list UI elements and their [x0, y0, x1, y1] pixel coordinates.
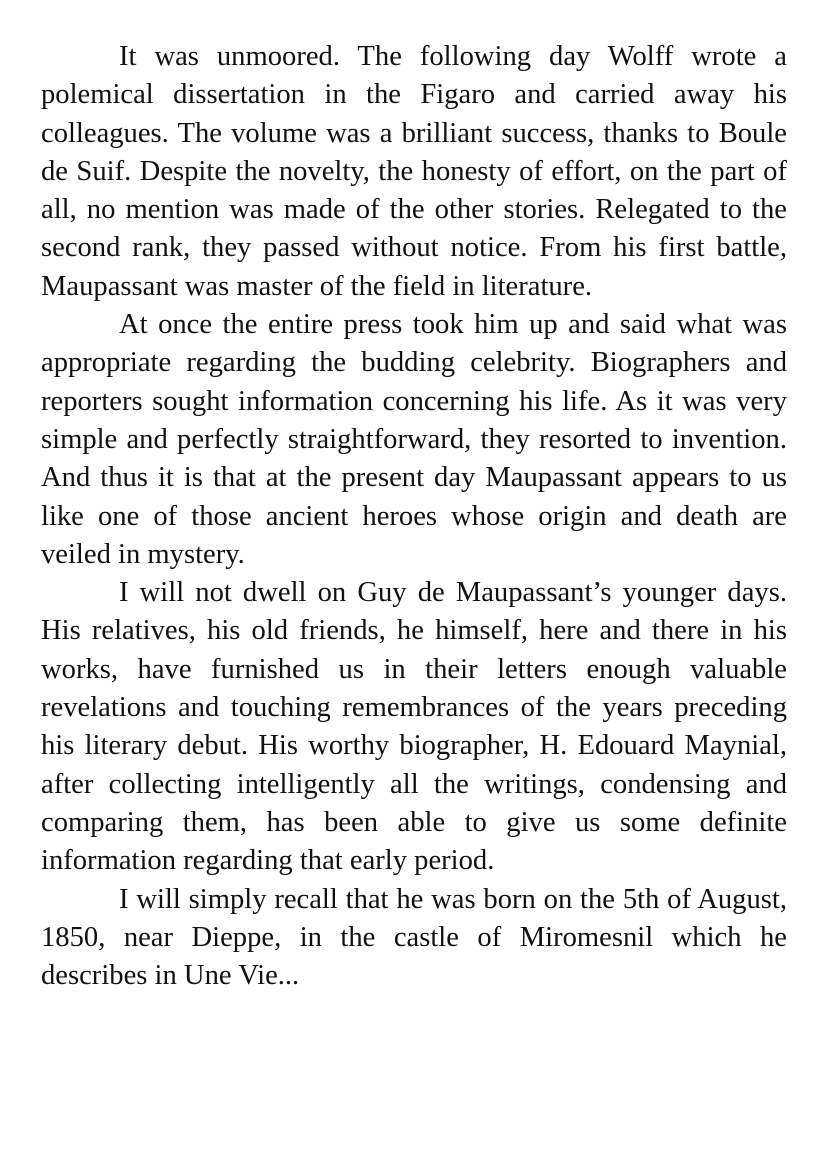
document-page — [41, 38, 787, 995]
paragraph-1: It was unmoored. The following day Wolff wrote a polemical dissertation in the Figaro and carried away his colleagues. The volume was a brilliant success, thanks to Boule de Suif. Despite the novelty, the honesty of effort, on the part of all, no mention was made of the other stories. Relegated to the second rank, they passed without notice. From his first battle, Maupassant was master of the field in literature. — [41, 41, 787, 302]
paragraph-4: I will simply recall that he was born on the 5th of August, 1850, near Dieppe, in the castle of Miromesnil which he describes in Une Vie... — [41, 883, 787, 992]
paragraph-3: I will not dwell on Guy de Maupassant’s younger days. His relatives, his old friends, he himself, here and there in his works, have furnished us in their letters enough valuable revelations and touching remembrances of the years preceding his literary debut. His worthy biographer, H. Edouard Maynial, after collecting intelligently all the writings, condensing and comparing them, has been able to give us some definite information regarding that early period. — [41, 577, 787, 877]
paragraph-2: At once the entire press took him up and said what was appropriate regarding the budding celebrity. Biographers and reporters sought information concerning his life. As it was very simple and perfectly straightforward, they resorted to invention. And thus it is that at the present day Maupassant appears to us like one of those ancient heroes whose origin and death are veiled in mystery. — [41, 309, 787, 570]
